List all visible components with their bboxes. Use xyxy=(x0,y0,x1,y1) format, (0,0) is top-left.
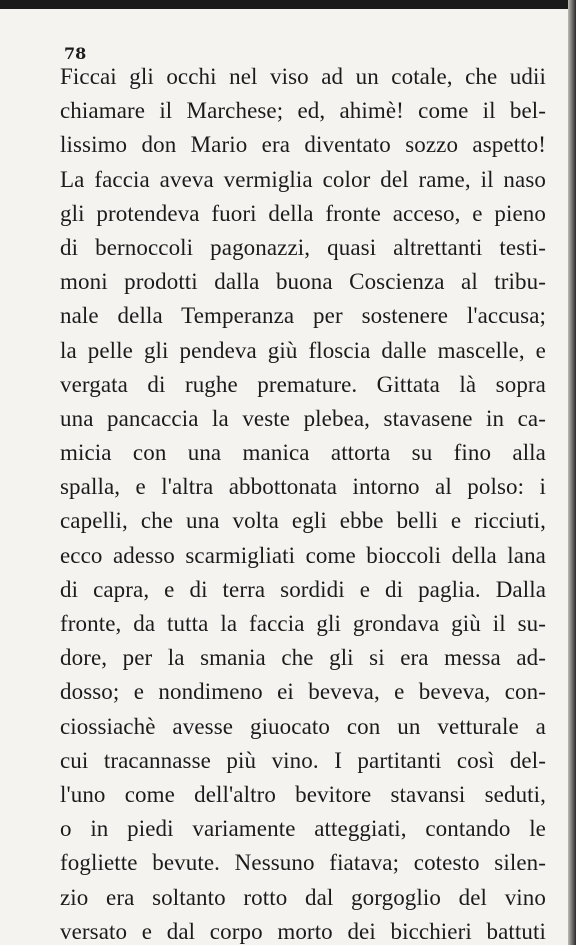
text-line: la pelle gli pendeva giù floscia dalle mascelle, e xyxy=(60,337,546,363)
body-text xyxy=(60,60,546,945)
text-line: micia con una manica attorta su fino alla xyxy=(60,440,546,466)
text-line: nale della Temperanza per sostenere l'accusa; xyxy=(60,303,546,329)
text-line: spalla, e l'altra abbottonata intorno al polso: i xyxy=(60,474,546,500)
page-top-edge xyxy=(0,0,576,9)
text-line: l'uno come dell'altro bevitore stavansi seduti, xyxy=(60,781,546,807)
text-line: dore, per la smania che gli si era messa ad- xyxy=(60,645,546,671)
text-line: di bernoccoli pagonazzi, quasi altrettanti testi- xyxy=(60,234,546,260)
text-line: fronte, da tutta la faccia gli grondava giù il su- xyxy=(60,611,546,636)
text-line: fogliette bevute. Nessuno fiatava; cotesto silen- xyxy=(60,850,546,876)
text-line: versato e dal corpo morto dei bicchieri battuti xyxy=(60,918,546,944)
text-line: o in piedi variamente atteggiati, contando le xyxy=(60,816,546,842)
text-line: vergata di rughe premature. Gittata là sopra xyxy=(60,371,546,397)
text-line: una pancaccia la veste plebea, stavasene in ca- xyxy=(60,405,546,431)
text-line: La faccia aveva vermiglia color del rame, il naso xyxy=(60,166,546,192)
text-line: dosso; e nondimeno ei beveva, e beveva, con- xyxy=(60,679,546,705)
text-line: capelli, che una volta egli ebbe belli e ricciuti, xyxy=(60,508,546,534)
text-line: moni prodotti dalla buona Coscienza al tribu- xyxy=(60,269,546,295)
text-line: zio era soltanto rotto dal gorgoglio del vino xyxy=(60,884,546,910)
text-line: ciossiachè avesse giuocato con un vetturale a xyxy=(60,713,546,739)
page-number: 78 xyxy=(64,44,87,63)
text-line: lissimo don Mario era diventato sozzo aspetto! xyxy=(60,132,546,158)
page-binding-edge xyxy=(568,0,576,945)
text-line: Ficcai gli occhi nel viso ad un cotale, che udii xyxy=(60,64,546,89)
text-line: di capra, e di terra sordidi e di paglia. Dalla xyxy=(60,576,546,602)
text-line: ecco adesso scarmigliati come bioccoli della lana xyxy=(60,542,546,568)
text-line: chiamare il Marchese; ed, ahimè! come il bel- xyxy=(60,98,546,124)
text-line: cui tracannasse più vino. I partitanti così del- xyxy=(60,747,546,773)
text-line: gli protendeva fuori della fronte acceso, e pieno xyxy=(60,200,546,226)
